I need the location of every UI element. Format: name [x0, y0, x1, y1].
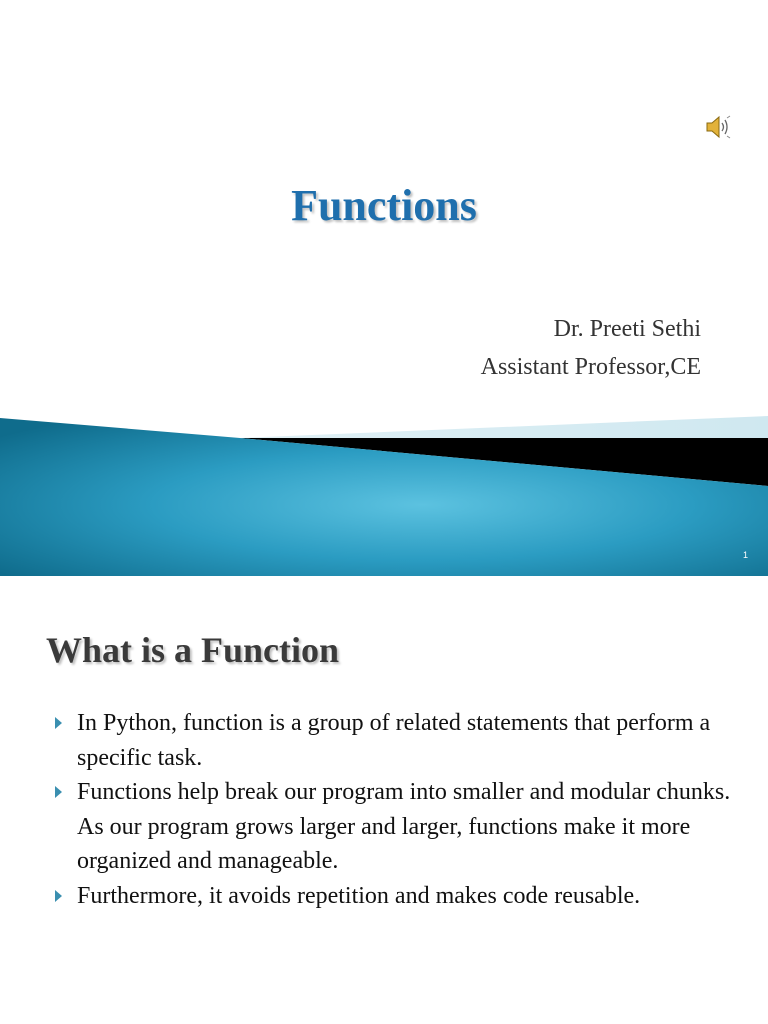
bullet-arrow-icon: [55, 786, 62, 798]
list-item: [52, 879, 732, 914]
bullet-text: In Python, function is a group of related statements that perform a specific task.: [77, 710, 711, 771]
speaker-icon[interactable]: [704, 114, 732, 140]
slide-heading: What is a Function: [46, 630, 340, 670]
list-item: [52, 775, 732, 879]
slide-content: [0, 587, 768, 1024]
list-item: [52, 706, 732, 775]
author-name: Dr. Preeti Sethi: [553, 316, 701, 342]
bullet-arrow-icon: [55, 890, 62, 902]
slide-separator: [0, 576, 768, 587]
bullet-text: Furthermore, it avoids repetition and makes code reusable.: [77, 882, 641, 909]
decorative-banner: [0, 410, 768, 576]
bullet-list: [52, 706, 732, 913]
author-block: [481, 310, 701, 386]
slide-title-text: Functions: [291, 181, 477, 230]
bullet-text: Functions help break our program into smaller and modular chunks. As our program grows larger and larger, functions make it more organized and manageable.: [77, 779, 731, 874]
slide-number: 1: [742, 550, 748, 560]
bullet-arrow-icon: [55, 717, 62, 729]
author-role: Assistant Professor,CE: [480, 354, 701, 380]
